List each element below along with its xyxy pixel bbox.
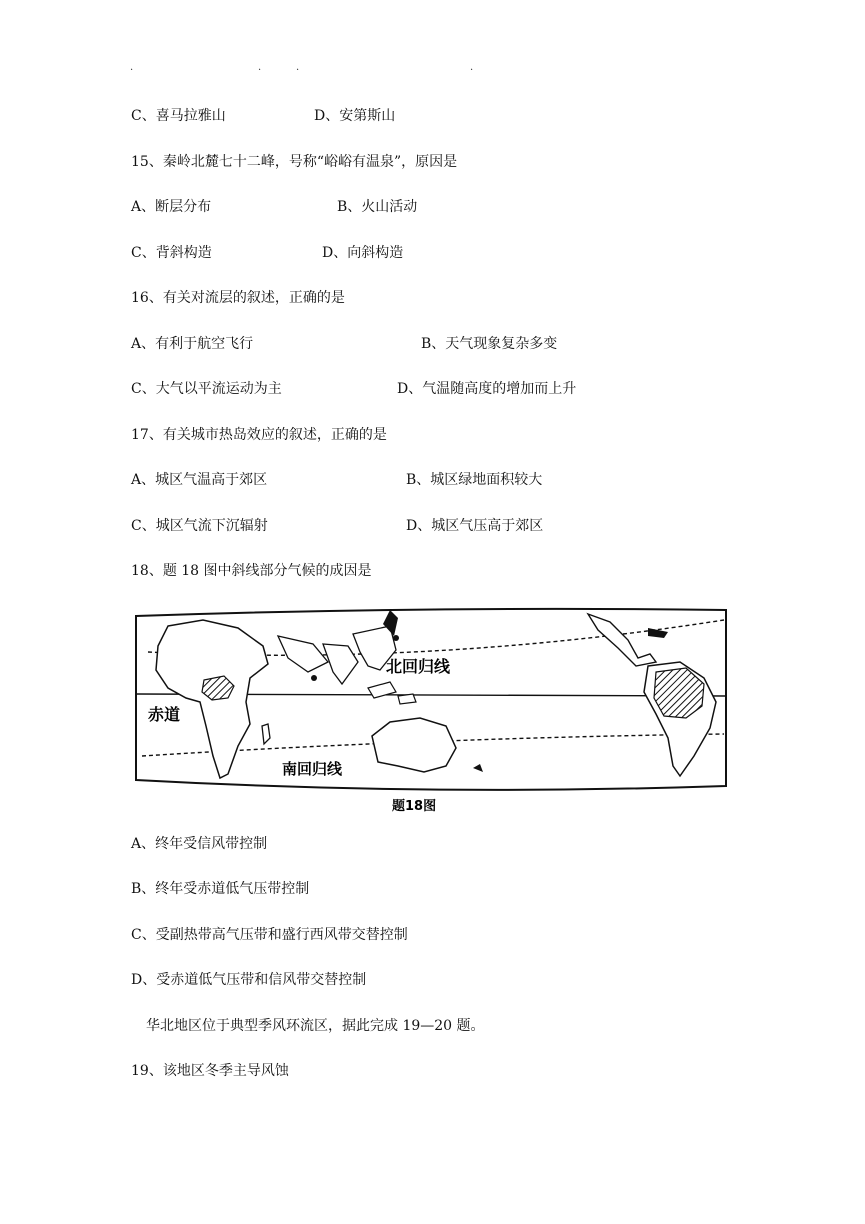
q18-world-map-figure <box>128 606 732 816</box>
q16-option-b: B、天气现象复杂多变 <box>421 336 558 352</box>
australia-landmass <box>372 718 456 772</box>
q17-option-d: D、城区气压高于郊区 <box>406 518 544 534</box>
q18-option-a: A、终年受信风带控制 <box>131 836 268 852</box>
q15-option-d: D、向斜构造 <box>322 245 404 261</box>
q16-option-d: D、气温随高度的增加而上升 <box>397 381 577 397</box>
q17-option-b: B、城区绿地面积较大 <box>406 472 543 488</box>
q18-stem: 18、题 18 图中斜线部分气候的成因是 <box>131 563 372 579</box>
q16-option-c: C、大气以平流运动为主 <box>131 381 282 397</box>
q15-option-b: B、火山活动 <box>337 199 418 215</box>
q17-option-a: A、城区气温高于郊区 <box>131 472 268 488</box>
q14-option-d: D、安第斯山 <box>314 108 396 124</box>
intro-19-20: 华北地区位于典型季风环流区，据此完成 19—20 题。 <box>146 1018 485 1034</box>
q17-stem: 17、有关城市热岛效应的叙述，正确的是 <box>131 427 387 443</box>
q16-stem: 16、有关对流层的叙述，正确的是 <box>131 290 345 306</box>
q19-stem: 19、该地区冬季主导风蚀 <box>131 1063 289 1079</box>
q17-option-c: C、城区气流下沉辐射 <box>131 518 268 534</box>
q16-option-a: A、有利于航空飞行 <box>131 336 254 352</box>
q15-option-c: C、背斜构造 <box>131 245 212 261</box>
q18-option-d: D、受赤道低气压带和信风带交替控制 <box>131 972 367 988</box>
q15-option-a: A、断层分布 <box>131 199 212 215</box>
map-label-equator: 赤道 <box>148 705 181 724</box>
q14-option-c: C、喜马拉雅山 <box>131 108 226 124</box>
q15-stem: 15、秦岭北麓七十二峰，号称“峪峪有温泉”，原因是 <box>131 154 458 170</box>
q18-option-c: C、受副热带高气压带和盛行西风带交替控制 <box>131 927 408 943</box>
q18-option-b: B、终年受赤道低气压带控制 <box>131 881 310 897</box>
map-caption: 题18图 <box>392 799 437 814</box>
map-label-south-tropic: 南回归线 <box>282 760 343 778</box>
map-label-north-tropic: 北回归线 <box>386 657 451 676</box>
